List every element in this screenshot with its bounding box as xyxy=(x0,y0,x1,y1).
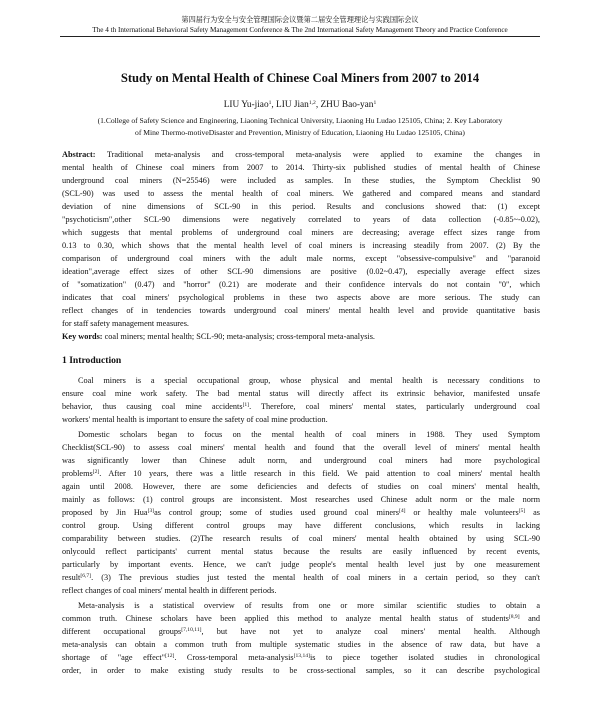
citation: [7,10,11] xyxy=(181,627,202,633)
body-line: Meta-analysis is a statistical overview of results from one or more similar scientific studies to obtain a xyxy=(78,601,540,610)
abstract-line: of "somatization" (0.47) and "horror" (0.21) are moderate and their confidence intervals do not contain "0", which xyxy=(62,280,540,289)
body-line: onlycould reflect participants' current mental status because the results are easily influenced by recent events, xyxy=(62,547,540,556)
body-line: order, in order to make existing study results to be cross-sectional samples, so it can describe psychological xyxy=(62,666,540,675)
author-2: LIU Jian xyxy=(276,100,309,110)
body-line xyxy=(62,614,540,624)
body-line: workers' mental health is important to ensure the safety of coal mine production. xyxy=(62,415,328,424)
abstract-line: (SCL-90) was used to assess the mental health of coal miners. We gathered and compared means and standard xyxy=(62,189,540,198)
body-text: as control group; some of studies used ground coal miners xyxy=(154,508,399,517)
affiliation-line-1: (1.College of Safety Science and Engineering, Liaoning Technical University, Liaoning Hu Ludao 125105, China; 2. Key Laboratory xyxy=(97,116,503,125)
body-line: meta-analysis can obtain a common truth from multiple systematic studies in the absence of raw data, but have a xyxy=(62,640,540,649)
body-text: different occupational groups xyxy=(62,627,182,636)
body-line: ensure coal mine work safety. The bad mental status will directly affect its extrinsic behavior, manifested unsafe xyxy=(62,389,540,398)
keywords-text: coal miners; mental health; SCL-90; meta-analysis; cross-temporal meta-analysis. xyxy=(104,332,375,341)
abstract-line: 0.13 to 0.30, which shows that the mental health level of coal miners is increasing steadily from 2007. (2) By the xyxy=(62,241,540,250)
abstract-line: reflect changes of in tendencies towards underground coal miners' mental health level and provide quantitative basis xyxy=(62,306,540,315)
body-text: proposed by Jin Hua xyxy=(62,508,148,517)
body-line xyxy=(62,508,540,518)
body-text: . (3) The previous studies just tested the mental health of coal miners in a certain period, so they can't xyxy=(91,573,540,582)
body-text: . Cross-temporal meta-analysis xyxy=(174,653,294,662)
abstract-line xyxy=(62,150,540,160)
section-heading: 1 Introduction xyxy=(62,355,122,366)
body-text: , but have not yet to analyze coal miners' mental health. Although xyxy=(201,627,540,636)
abstract-line: indicates that coal miners' psychological problems in these two aspects above are more serious. The study can xyxy=(62,293,540,302)
body-text: shortage of "age effect" xyxy=(62,653,166,662)
body-line: reflect changes of coal miners' mental health in different periods. xyxy=(62,586,277,595)
body-line: mainly as follows: (1) control groups are inconsistent. Most researches used Chinese adult norm or the male norm xyxy=(62,495,540,504)
keywords-line xyxy=(62,332,540,342)
citation: [8,9] xyxy=(508,614,520,620)
citation: [1] xyxy=(242,402,250,408)
citation: [3] xyxy=(147,508,155,514)
body-text: common truth. Chinese scholars have been applied this method to analyze mental health status of students xyxy=(62,614,509,623)
body-text: result xyxy=(62,573,81,582)
conference-title-chinese: 第四届行为安全与安全管理国际会议暨第二届安全管理理论与实践国际会议 xyxy=(181,16,419,24)
body-line: again until 2008. However, there are some deficiencies and defects of studies on coal miners' mental health, xyxy=(62,482,540,491)
author-1: LIU Yu-jiao xyxy=(223,100,269,110)
body-line: particularly by important events. Hence, we can't judge people's mental health level just by one measurement xyxy=(62,560,540,569)
abstract-line: which suggests that mental problems of underground coal miners are decreasing; average effect sizes range from xyxy=(62,228,540,237)
abstract-label: Abstract: xyxy=(62,150,96,159)
author-2-affiliation: 1,2 xyxy=(308,100,316,106)
conference-title-english: The 4 th International Behavioral Safety Management Conference & The 2nd International Safety Management Theory and Practice Conference xyxy=(92,26,508,34)
body-text: . Therefore, coal miners' mental states, particularly underground coal xyxy=(249,402,540,411)
body-line: control group. Using different control groups may have different conclusions, which results in lacking xyxy=(62,521,540,530)
abstract-text: Traditional meta-analysis and cross-temporal meta-analysis were applied to examine the changes in xyxy=(106,150,540,159)
body-text: . After 10 years, there was a little research in this field. We paid attention to coal miners' mental health xyxy=(99,469,540,478)
author-3: ZHU Bao-yan xyxy=(320,100,374,110)
abstract-line: "psychoticism",other SCL-90 dimensions were negatively correlated to years of data collection (-0.85~-0.02), xyxy=(62,215,540,224)
body-line: comparability between studies. (2)The research results of coal miners' mental health obtained by using SCL-90 xyxy=(62,534,540,543)
author-list: LIU Yu-jiao$^1$, LIU Jian$^{1,2}$, ZHU Bao-yan$^1$ xyxy=(223,100,377,110)
body-line: Coal miners is a special occupational group, whose physical and mental health is necessary conditions to xyxy=(78,376,540,385)
body-text: is to piece together isolated studies in chronological xyxy=(309,653,540,662)
keywords-label: Key words: xyxy=(62,332,103,341)
body-line xyxy=(62,573,540,583)
citation: [12] xyxy=(165,653,175,659)
body-text: problems xyxy=(62,469,93,478)
citation: [6,7] xyxy=(80,573,92,579)
paper-title: Study on Mental Health of Chinese Coal Miners from 2007 to 2014 xyxy=(120,71,480,85)
abstract-line: deviation of nine dimensions of SCL-90 in this period. Results and conclusions showed that: (1) except xyxy=(62,202,540,211)
affiliation-line-2: of Mine Thermo-motiveDisaster and Prevention, Ministry of Education, Liaoning Hu Ludao 125105, China) xyxy=(135,128,465,137)
body-line xyxy=(62,469,540,479)
author-1-affiliation: 1 xyxy=(268,100,272,106)
citation: [4] xyxy=(398,508,406,514)
abstract-line: ideation",average effect sizes of other SCL-90 dimensions are positive (0.02~0.47), especially average effect sizes xyxy=(62,267,540,276)
citation: [5] xyxy=(518,508,526,514)
abstract-line: for staff safety management measures. xyxy=(62,319,189,328)
header-rule xyxy=(60,36,540,37)
abstract-line: underground coal miners (N=25546) were included as samples. In these studies, the Symptom Checklist 90 xyxy=(62,176,540,185)
author-3-affiliation: 1 xyxy=(373,100,377,106)
body-line xyxy=(62,402,540,412)
abstract-line: comparison of underground coal miners with the adult male norms, except "obsessive-compulsive" and "paranoid xyxy=(62,254,540,263)
body-line: Domestic scholars began to focus on the mental health of coal miners in 1988. They used Symptom xyxy=(78,430,540,439)
body-text: and xyxy=(519,614,540,623)
body-line xyxy=(62,653,540,663)
citation: [2] xyxy=(92,469,100,475)
citation: [13,14] xyxy=(293,653,310,659)
body-text: behavior, thus causing coal mine accidents xyxy=(62,402,243,411)
body-line xyxy=(62,627,540,637)
body-text: as xyxy=(525,508,540,517)
abstract-line: mental health of Chinese coal miners from 2007 to 2014. Thirty-six published studies of mental health of Chinese xyxy=(62,163,540,172)
body-text: or healthy male volunteers xyxy=(405,508,519,517)
body-line: was significantly lower than Chinese adult norm, and underground coal miners had more psychological xyxy=(62,456,540,465)
body-line: Checklist(SCL-90) to assess coal miners' mental health and found that the overall level of miners' mental health xyxy=(62,443,540,452)
